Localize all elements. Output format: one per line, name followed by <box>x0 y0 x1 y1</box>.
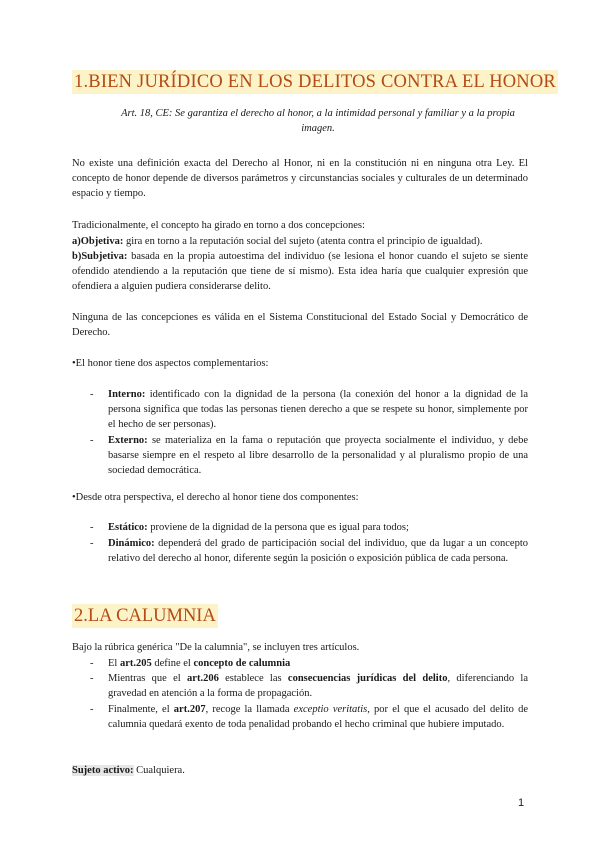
paragraph-definition: No existe una definición exacta del Derecho al Honor, ni en la constitución ni en ninguna otra Ley. El concepto de honor depende de diversos parámetros y circunstancias sociales y culturales de un determinado espacio y tiempo. <box>72 158 528 200</box>
externo-label: Externo: <box>108 435 148 446</box>
text-run: establece las <box>218 673 288 684</box>
externo-text: se materializa en la fama o reputación que proyecta socialmente el individuo, y debe basarse siempre en el respeto al libre desarrollo de la personalidad y al pluralismo propio de una sociedad democrática. <box>108 435 528 477</box>
list-item-dinamico <box>108 536 528 566</box>
paragraph-sujeto-activo <box>72 763 528 778</box>
list-item-art205 <box>108 656 528 671</box>
dinamico-text: dependerá del grado de participación social del individuo, que da lugar a un concepto relativo del derecho al honor, diferente según la posición o exposición pública de cada persona. <box>108 538 528 565</box>
list-item-externo <box>108 433 528 479</box>
paragraph-rubrica: Bajo la rúbrica genérica "De la calumnia", se incluyen tres artículos. <box>72 642 360 653</box>
text-run: , por el que el acusado del delito de calumnia quedará exento de toda penalidad probando el hecho criminal que hubiere imputado. <box>108 704 528 731</box>
list-dash: - <box>90 704 94 715</box>
text-run: Finalmente, el <box>108 704 174 715</box>
objetiva-label: a)Objetiva: <box>72 236 124 247</box>
text-run: define el <box>151 658 194 669</box>
paragraph-componentes: •Desde otra perspectiva, el derecho al honor tiene dos componentes: <box>72 492 359 503</box>
list-item-estatico <box>108 520 528 535</box>
paragraph-ninguna: Ninguna de las concepciones es válida en el Sistema Constitucional del Estado Social y Democrático de Derecho. <box>72 312 528 339</box>
article-ref: art.207 <box>173 704 206 715</box>
list-dash: - <box>90 658 94 669</box>
sujeto-activo-text: Cualquiera. <box>133 765 185 776</box>
text-run: , recoge la llamada <box>205 704 294 715</box>
list-dash: - <box>90 389 94 400</box>
objetiva-text: gira en torno a la reputación social del sujeto (atenta contra el principio de igualdad). <box>123 236 483 247</box>
estatico-label: Estático: <box>108 522 148 533</box>
concepcion-subjetiva <box>72 249 528 295</box>
list-item-art207 <box>108 702 528 732</box>
section-heading-bien-juridico: 1.BIEN JURÍDICO EN LOS DELITOS CONTRA EL HONOR <box>74 72 556 92</box>
italic-term: exceptio veritatis <box>293 704 368 715</box>
subjetiva-text: basada en la propia autoestima del individuo (se lesiona el honor cuando el sujeto se siente ofendido atendiendo a la reputación que tiene de sí mismo). Esta idea haría que cualquier expresión que ofendiera a alguien pudiera considerarse delito. <box>72 251 528 293</box>
list-dash: - <box>90 538 94 549</box>
concepcion-objetiva <box>72 234 528 249</box>
constitution-quote: Art. 18, CE: Se garantiza el derecho al honor, a la intimidad personal y familiar y a la propia imagen. <box>121 108 515 134</box>
article-ref: art.205 <box>119 658 152 669</box>
text-run: El <box>108 658 120 669</box>
list-item-interno <box>108 387 528 433</box>
paragraph-concepciones: Tradicionalmente, el concepto ha girado en torno a dos concepciones: <box>72 220 365 231</box>
article-ref: art.206 <box>187 673 219 684</box>
interno-label: Interno: <box>108 389 146 400</box>
list-item-art206 <box>108 671 528 701</box>
text-run: , diferenciando la gravedad en atención a la forma de propagación. <box>108 673 529 700</box>
sujeto-activo-label: Sujeto activo: <box>72 765 134 776</box>
list-dash: - <box>90 435 94 446</box>
interno-text: identificado con la dignidad de la persona (la conexión del honor a la dignidad de la persona significa que todas las personas tienen derecho a que se respete su honor, simplemente por el hecho de ser personas). <box>108 389 528 431</box>
dinamico-label: Dinámico: <box>108 538 155 549</box>
bold-term: concepto de calumnia <box>193 658 291 669</box>
bold-term: consecuencias jurídicas del delito <box>287 673 448 684</box>
paragraph-aspectos: •El honor tiene dos aspectos complementarios: <box>72 358 269 369</box>
section-heading-calumnia: 2.LA CALUMNIA <box>74 606 216 626</box>
text-run: Mientras que el <box>108 673 188 684</box>
list-dash: - <box>90 522 94 533</box>
subjetiva-label: b)Subjetiva: <box>72 251 128 262</box>
page-number: 1 <box>518 797 525 809</box>
estatico-text: proviene de la dignidad de la persona que es igual para todos; <box>147 522 409 533</box>
list-dash: - <box>90 673 94 684</box>
